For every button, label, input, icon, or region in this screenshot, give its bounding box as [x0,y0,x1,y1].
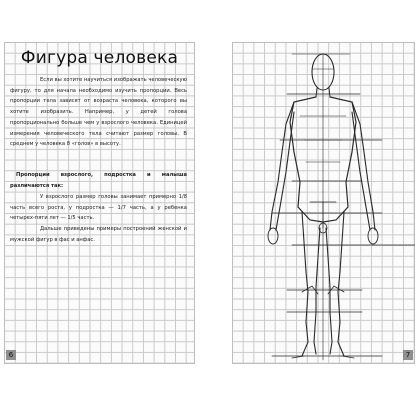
left-page [4,42,195,364]
page-number-right: 7 [403,350,413,360]
paragraph-intro: Если вы хотите научиться изображать человеческую фигуру, то для начала необходимо изучить пропорции. Весь пропорции тела зависят от возраста человека, которого вы хотите изобразить. Например, у детей голова пропорционально больше чем у взрослого человека. Единицей измерения человеческого тела считают размер головы. В среднем у человека 8 «голов» в высоту. [10,77,187,148]
right-page [232,42,415,364]
left-leg [302,212,320,356]
pelvis-lines [310,202,336,228]
page-title: Фигура человека [20,48,179,68]
page-number-left: 6 [6,350,16,360]
paragraph-examples: Дальше приведены примеры построений женской и мужской фигур в фас и анфас. [10,226,187,243]
right-leg [326,212,344,356]
right-hand [368,228,378,244]
human-figure-sketch [232,42,415,364]
right-knee-foot [328,286,354,358]
left-knee-foot [292,286,318,358]
paragraph-proportions: У взрослого размер головы занимает примерно 1/8 часть всего роста, у подростка — 1/7 часть, а у ребенка четырех-пяти лет — 1/5 часть. [10,194,187,222]
left-hand [268,228,278,244]
paragraph-subheading: Пропорции взрослого, подростка и малыша различаются так: [10,172,187,189]
